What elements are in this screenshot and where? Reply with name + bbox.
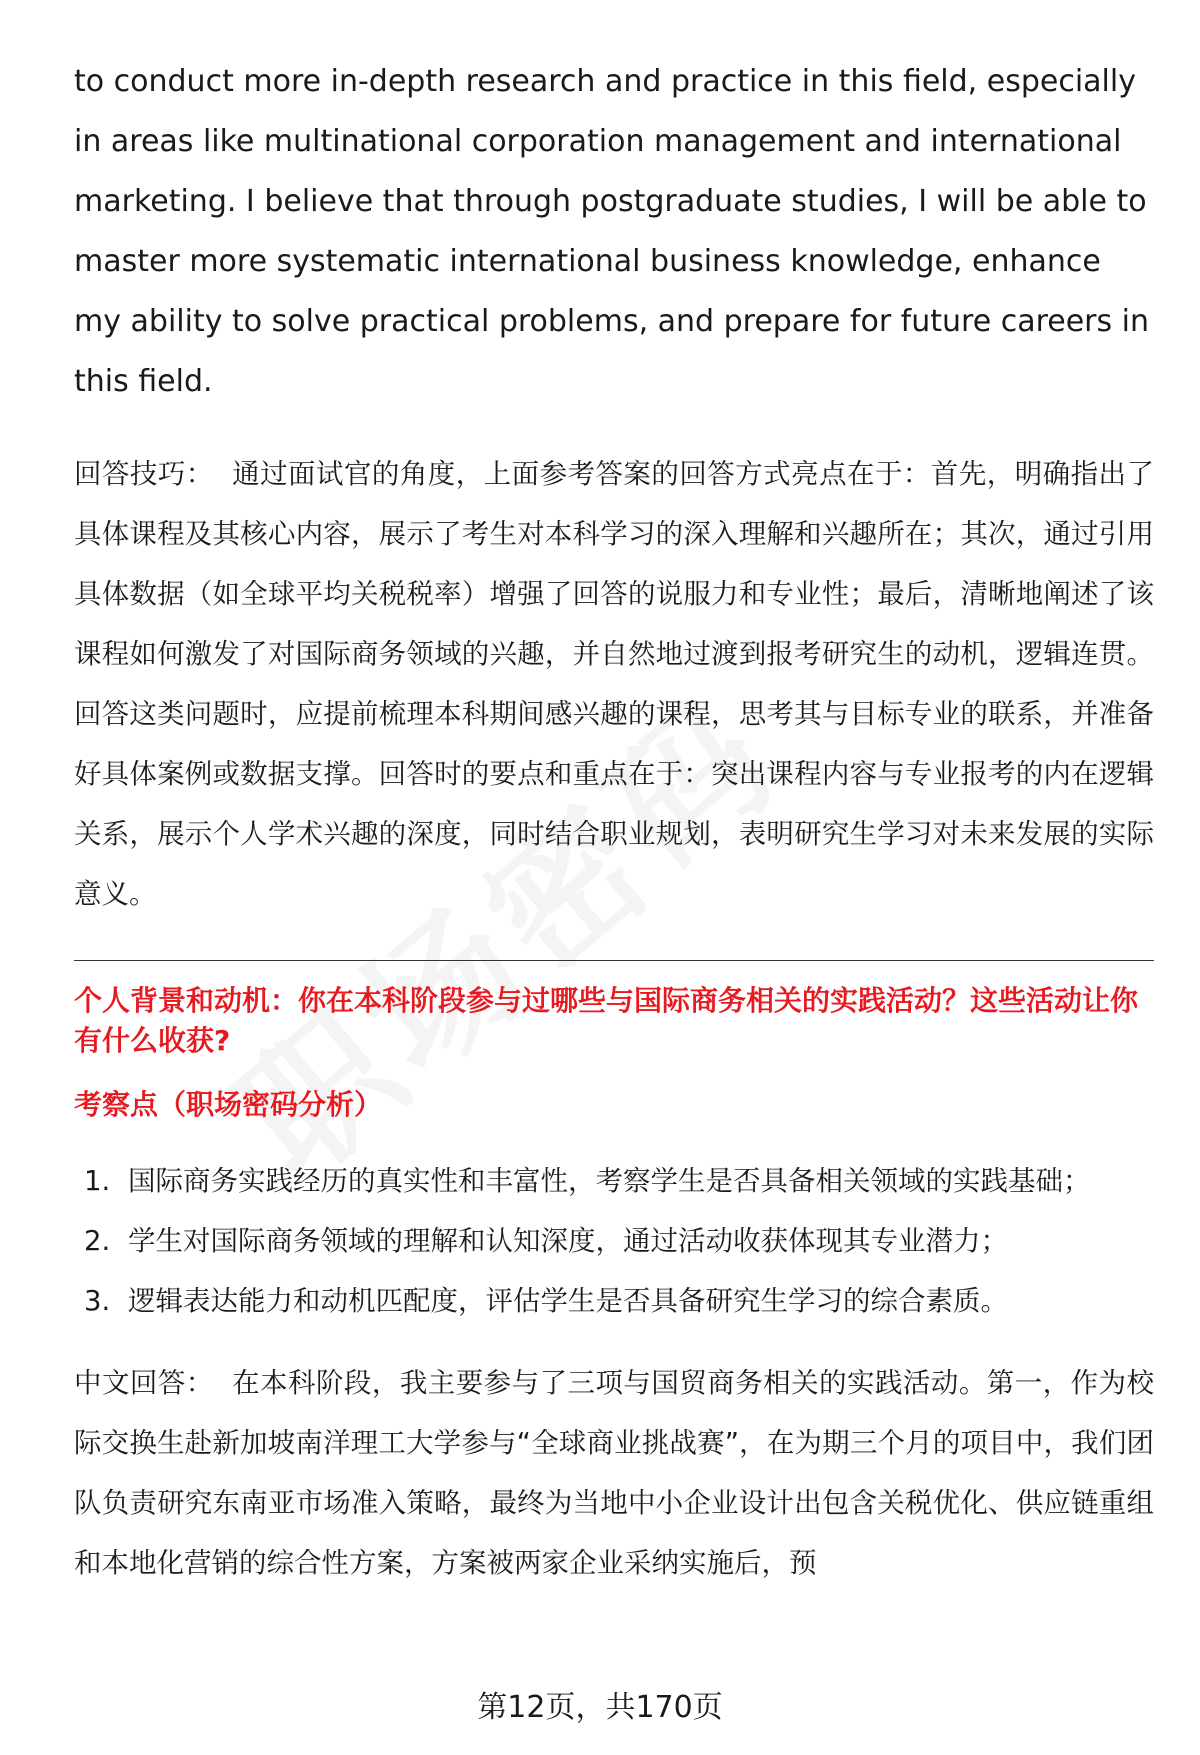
section-divider: [74, 960, 1154, 961]
list-item-text: 国际商务实践经历的真实性和丰富性，考察学生是否具备相关领域的实践基础；: [128, 1165, 1091, 1197]
list-number: 1.: [84, 1165, 111, 1197]
assessment-item: [74, 1211, 1154, 1271]
list-item-text: 学生对国际商务领域的理解和认知深度，通过活动收获体现其专业潜力；: [128, 1225, 1008, 1257]
question-heading: 个人背景和动机：你在本科阶段参与过哪些与国际商务相关的实践活动？这些活动让你有什么收获?: [74, 984, 1139, 1057]
list-number: 3.: [84, 1285, 111, 1317]
assessment-item: [74, 1151, 1154, 1211]
chinese-answer-label: 中文回答：: [74, 1367, 214, 1399]
chinese-answer-paragraph: [74, 1353, 1154, 1593]
list-number: 2.: [84, 1225, 111, 1257]
assessment-item: [74, 1271, 1154, 1331]
list-item-text: 逻辑表达能力和动机匹配度，评估学生是否具备研究生学习的综合素质。: [128, 1285, 1008, 1317]
answer-tips-text: 通过面试官的角度，上面参考答案的回答方式亮点在于：首先，明确指出了具体课程及其核心内容，展示了考生对本科学习的深入理解和兴趣所在；其次，通过引用具体数据（如全球平均关税税率）增强了回答的说服力和专业性；最后，清晰地阐述了该课程如何激发了对国际商务领域的兴趣，并自然地过渡到报考研究生的动机，逻辑连贯。回答这类问题时，应提前梳理本科期间感兴趣的课程，思考其与目标专业的联系，并准备好具体案例或数据支撑。回答时的要点和重点在于：突出课程内容与专业报考的内在逻辑关系，展示个人学术兴趣的深度，同时结合职业规划，表明研究生学习对未来发展的实际意义。: [74, 458, 1155, 910]
answer-tips-label: 回答技巧：: [74, 458, 214, 490]
english-answer-continuation: to conduct more in-depth research and practice in this field, especially in areas like multinational corporation management and international marketing. I believe that through postgraduate studies, I will be able to master more systematic international business knowledge, enhance my ability to solve practical problems, and prepare for future careers in this field.: [74, 64, 1150, 399]
assessment-list: [74, 1151, 1154, 1331]
page-footer: 第12页，共170页: [477, 1690, 723, 1725]
chinese-answer-text: 在本科阶段，我主要参与了三项与国贸商务相关的实践活动。第一，作为校际交换生赴新加坡南洋理工大学参与“全球商业挑战赛”，在为期三个月的项目中，我们团队负责研究东南亚市场准入策略，最终为当地中小企业设计出包含关税优化、供应链重组和本地化营销的综合性方案，方案被两家企业采纳实施后，预: [74, 1367, 1155, 1579]
page-content: [74, 52, 1154, 1593]
answer-tips-paragraph: [74, 444, 1154, 924]
assessment-heading: 考察点（职场密码分析）: [74, 1088, 383, 1121]
